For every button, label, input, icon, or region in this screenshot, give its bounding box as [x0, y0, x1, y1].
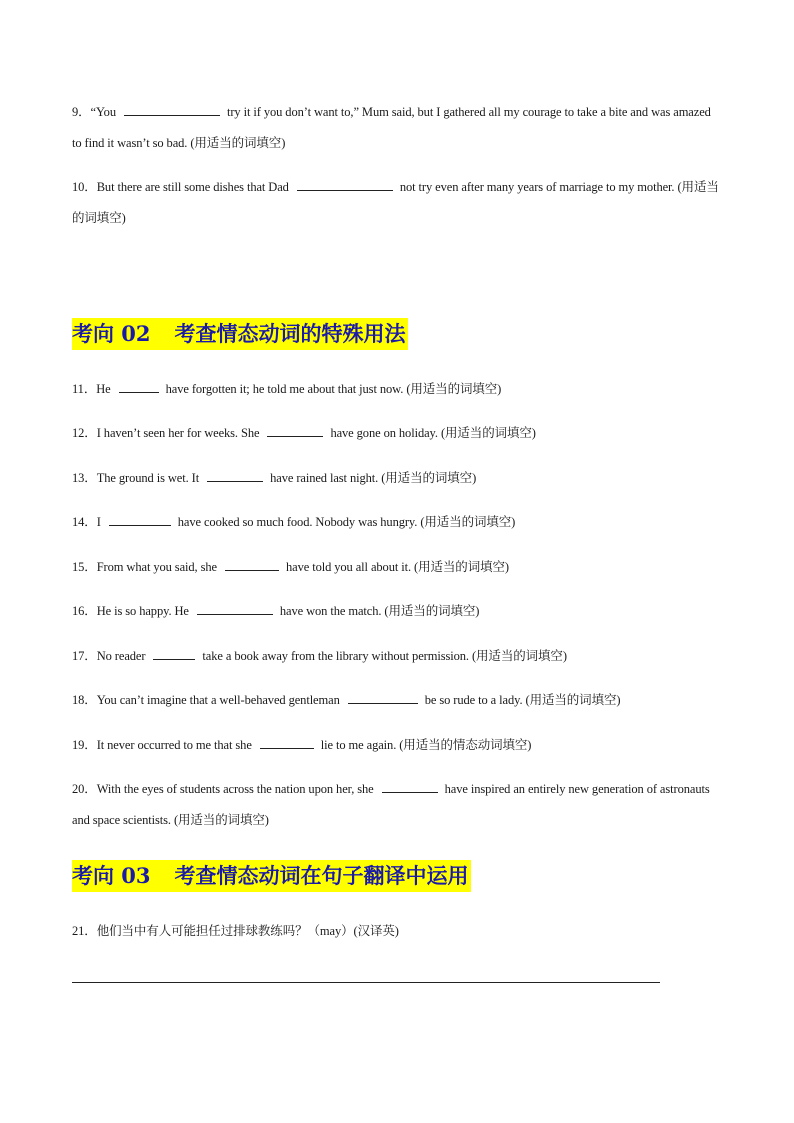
question-14: [72, 507, 720, 538]
question-16: [72, 596, 720, 627]
question-13-text-before: 13．The ground is wet. It: [72, 471, 200, 485]
section-heading-02: [72, 318, 408, 350]
question-10: [72, 172, 720, 234]
answer-blank-16[interactable]: [197, 601, 273, 615]
question-17-text-after: take a book away from the library without permission. (用适当的词填空): [202, 649, 567, 663]
answer-blank-12[interactable]: [267, 423, 323, 437]
question-16-text-after: have won the match. (用适当的词填空): [279, 604, 480, 618]
question-19-text-after: lie to me again. (用适当的情态动词填空): [320, 738, 532, 752]
question-11-text-before: 11．He: [72, 382, 111, 396]
question-15-text-after: have told you all about it. (用适当的词填空): [285, 560, 509, 574]
section-title: 考查情态动词的特殊用法: [174, 321, 406, 346]
answer-blank-11[interactable]: [119, 379, 159, 393]
section-number: 考向 03: [72, 863, 151, 888]
question-17: [72, 641, 720, 672]
question-17-text-before: 17．No reader: [72, 649, 146, 663]
answer-blank-13[interactable]: [207, 468, 263, 482]
question-13-text-after: have rained last night. (用适当的词填空): [270, 471, 477, 485]
question-11: [72, 374, 720, 405]
question-19-text-before: 19．It never occurred to me that she: [72, 738, 252, 752]
answer-blank-19[interactable]: [260, 735, 314, 749]
question-16-text-before: 16．He is so happy. He: [72, 604, 189, 618]
question-11-text-after: have forgotten it; he told me about that just now. (用适当的词填空): [165, 382, 502, 396]
question-9: [72, 97, 720, 159]
question-10-text-before: 10．But there are still some dishes that Dad: [72, 180, 289, 194]
section-heading-03: [72, 860, 471, 892]
answer-blank-17[interactable]: [153, 646, 195, 660]
question-21: [72, 916, 720, 947]
question-15-text-before: 15．From what you said, she: [72, 560, 217, 574]
section-number: 考向 02: [72, 321, 151, 346]
question-12: [72, 418, 720, 449]
question-12-text-after: have gone on holiday. (用适当的词填空): [330, 426, 536, 440]
question-18: [72, 685, 720, 716]
question-18-text-after: be so rude to a lady. (用适当的词填空): [424, 693, 621, 707]
question-14-text-after: have cooked so much food. Nobody was hungry. (用适当的词填空): [177, 515, 516, 529]
question-13: [72, 463, 720, 494]
answer-blank-10[interactable]: [297, 177, 393, 191]
translation-answer-line[interactable]: [72, 982, 660, 983]
answer-blank-9[interactable]: [124, 102, 220, 116]
question-18-text-before: 18．You can’t imagine that a well-behaved gentleman: [72, 693, 340, 707]
answer-blank-14[interactable]: [109, 512, 171, 526]
question-9-text-before: 9．“You: [72, 105, 116, 119]
question-20-text-after: have inspired an entirely new generation of astronauts and space scientists. (用适当的词填空): [72, 782, 710, 827]
question-21-text: 21．他们当中有人可能担任过排球教练吗？（may）(汉译英): [72, 924, 399, 938]
question-14-text-before: 14．I: [72, 515, 101, 529]
answer-blank-15[interactable]: [225, 557, 279, 571]
question-12-text-before: 12．I haven’t seen her for weeks. She: [72, 426, 260, 440]
question-15: [72, 552, 720, 583]
section-title: 考查情态动词在句子翻译中运用: [174, 863, 469, 888]
question-10-text-after: not try even after many years of marriage to my mother. (用适当的词填空): [72, 180, 719, 225]
question-20: [72, 774, 720, 836]
question-9-text-after: try it if you don’t want to,” Mum said, but I gathered all my courage to take a bite and was amazed to find it wasn’t so bad. (用适当的词填空): [72, 105, 711, 150]
answer-blank-20[interactable]: [382, 779, 438, 793]
answer-blank-18[interactable]: [348, 690, 418, 704]
question-19: [72, 730, 720, 761]
question-20-text-before: 20．With the eyes of students across the nation upon her, she: [72, 782, 374, 796]
